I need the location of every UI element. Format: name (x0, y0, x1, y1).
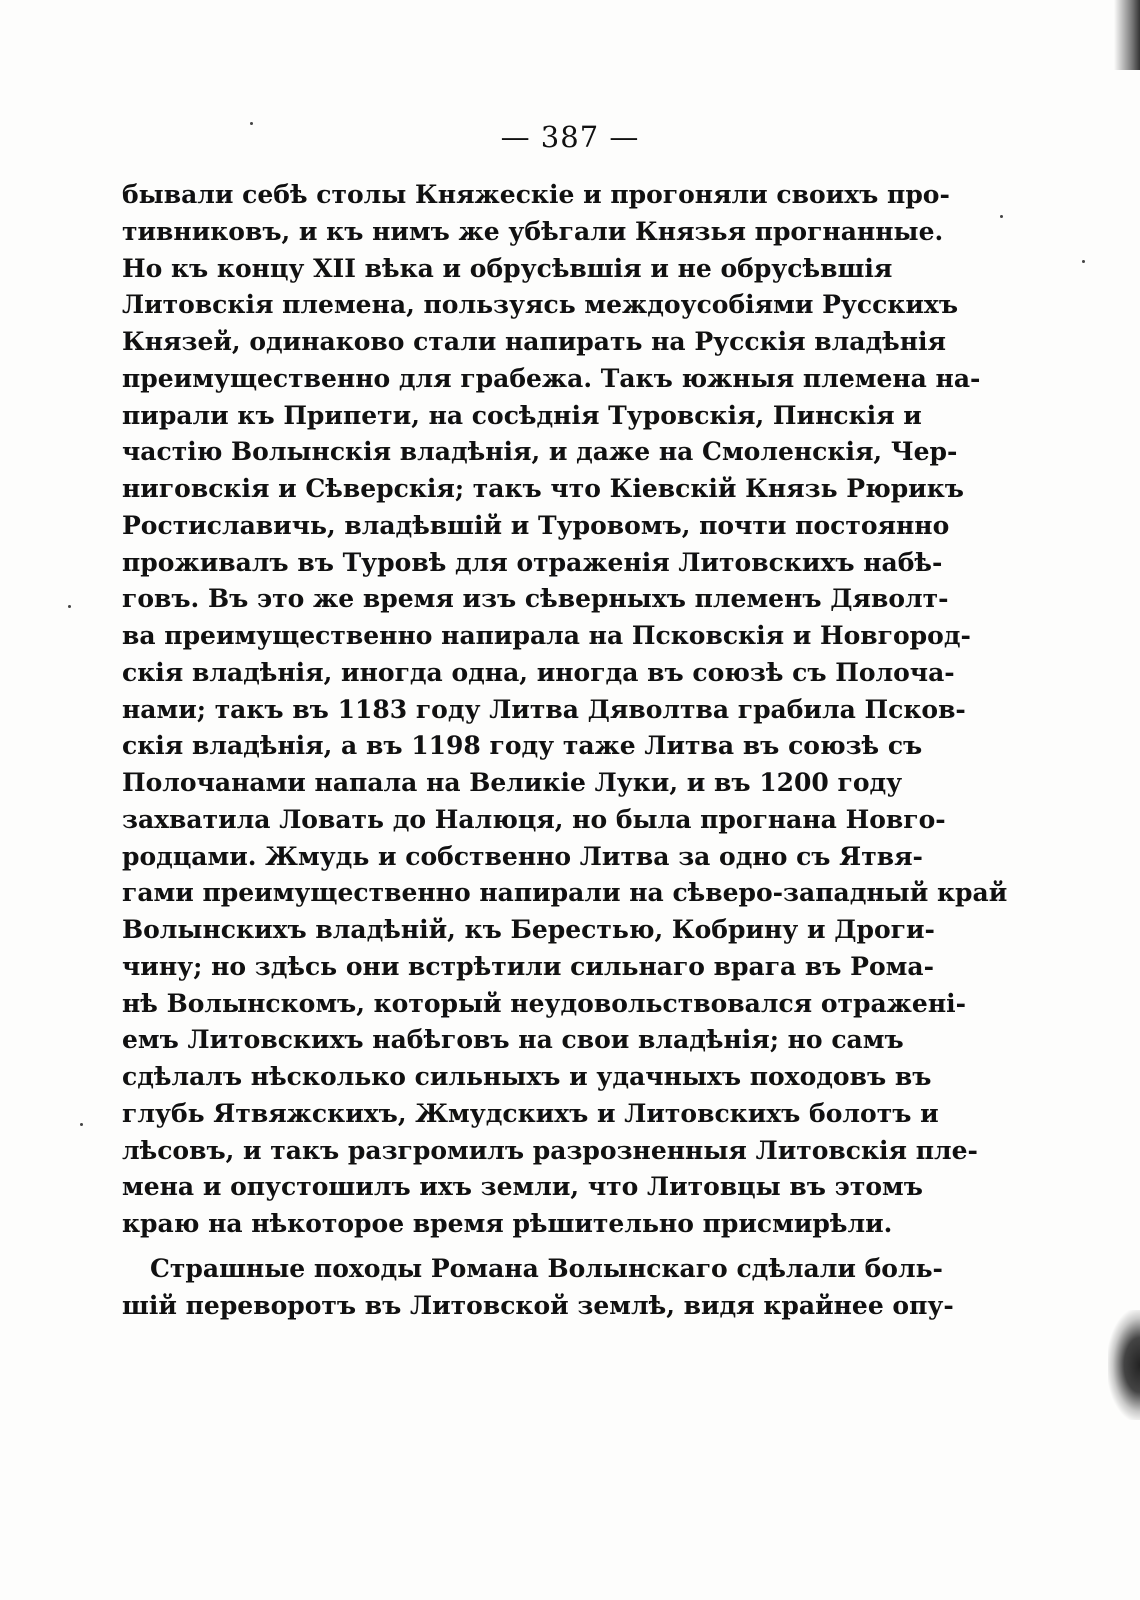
text-line: емъ Литовскихъ набѣговъ на свои владѣнія; но самъ (122, 1025, 904, 1055)
text-line: пирали къ Припети, на сосѣднія Туровскія, Пинскія и (122, 400, 922, 430)
text-line: Ростиславичь, владѣвшій и Туровомъ, почти постоянно (122, 510, 950, 540)
body-text (122, 177, 1008, 1324)
page-edge-shadow (1114, 0, 1140, 70)
page-number: — 387 — (500, 120, 640, 154)
text-line: Но къ концу XII вѣка и обрусѣвшія и не обрусѣвшія (122, 253, 893, 283)
text-line: частію Волынскія владѣнія, и даже на Смоленскія, Чер- (122, 437, 958, 467)
paragraph-gap (122, 1243, 836, 1251)
text-line: мена и опустошилъ ихъ земли, что Литовцы въ этомъ (122, 1172, 923, 1202)
text-line: сдѣлалъ нѣсколько сильныхъ и удачныхъ походовъ въ (122, 1062, 932, 1091)
text-line: родцами. Жмудь и собственно Литва за одно съ Ятвя- (122, 841, 923, 871)
text-line: захватила Ловать до Налюця, но была прогнана Новго- (122, 804, 946, 834)
text-line: бывали себѣ столы Княжескіе и прогоняли своихъ про- (122, 180, 950, 209)
text-line: Волынскихъ владѣній, къ Берестью, Кобрину и Дроги- (122, 915, 935, 944)
scan-speck (1082, 260, 1085, 263)
text-line: скія владѣнія, иногда одна, иногда въ союзѣ съ Полоча- (122, 657, 955, 687)
text-line: проживалъ въ Туровѣ для отраженія Литовскихъ набѣ- (122, 547, 943, 577)
text-line: нами; такъ въ 1183 году Литва Дяволтва грабила Псков- (122, 694, 966, 724)
text-line: скія владѣнія, а въ 1198 году таже Литва въ союзѣ съ (122, 731, 923, 761)
scan-speck (68, 605, 71, 608)
paragraph-2 (122, 1251, 954, 1325)
text-line: Страшные походы Романа Волынскаго сдѣлали боль- (150, 1253, 943, 1283)
scan-stain (1108, 1310, 1140, 1420)
text-line: ниговскія и Сѣверскія; такъ что Кіевскій Князь Рюрикъ (122, 474, 964, 503)
text-line: говъ. Въ это же время изъ сѣверныхъ племенъ Дяволт- (122, 584, 949, 614)
text-line: гами преимущественно напирали на сѣверо-западный край (122, 878, 1008, 908)
text-line: краю на нѣкоторое время рѣшительно присмирѣли. (122, 1209, 893, 1238)
scan-speck (80, 1123, 83, 1126)
paragraph-1 (122, 177, 1008, 1243)
text-line: шій переворотъ въ Литовской землѣ, видя крайнее опу- (122, 1290, 954, 1320)
text-line: Князей, одинаково стали напирать на Русскія владѣнія (122, 327, 947, 356)
text-line: ва преимущественно напирала на Псковскія и Новгород- (122, 621, 971, 650)
scan-speck (250, 122, 253, 125)
text-line: Полочанами напала на Великіе Луки, и въ 1200 году (122, 768, 903, 797)
text-line: нѣ Волынскомъ, который неудовольствовался отражені- (122, 988, 967, 1018)
text-line: тивниковъ, и къ нимъ же убѣгали Князья прогнанные. (122, 216, 944, 246)
text-line: преимущественно для грабежа. Такъ южныя племена на- (122, 363, 981, 393)
text-line: глубь Ятвяжскихъ, Жмудскихъ и Литовскихъ болотъ и (122, 1098, 939, 1128)
scan-speck (1000, 215, 1003, 218)
text-line: чину; но здѣсь они встрѣтили сильнаго врага въ Рома- (122, 951, 934, 981)
text-line: лѣсовъ, и такъ разгромилъ разрозненныя Литовскія пле- (122, 1135, 978, 1165)
text-line: Литовскія племена, пользуясь междоусобіями Русскихъ (122, 290, 959, 320)
